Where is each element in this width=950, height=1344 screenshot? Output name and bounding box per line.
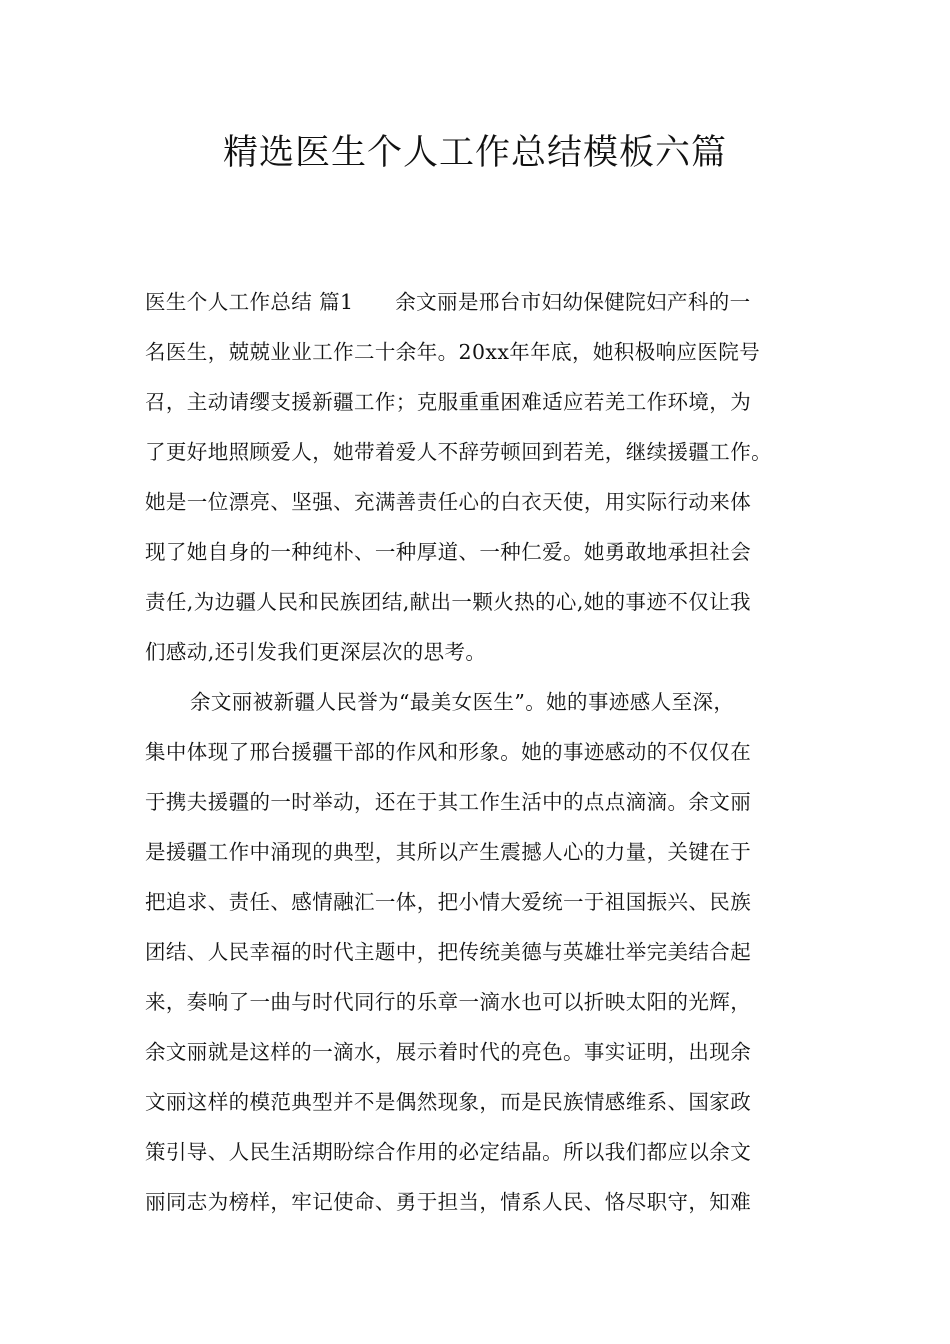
- paragraph-line: 她是一位漂亮、坚强、充满善责任心的白衣天使，用实际行动来体: [145, 490, 752, 514]
- paragraph-line: 医生个人工作总结 篇1 余文丽是邢台市妇幼保健院妇产科的一: [145, 290, 751, 314]
- paragraph-line: 策引导、人民生活期盼综合作用的必定结晶。所以我们都应以余文: [145, 1140, 752, 1164]
- paragraph-line: 把追求、责任、感情融汇一体，把小情大爱统一于祖国振兴、民族: [145, 890, 752, 914]
- paragraph-line: 现了她自身的一种纯朴、一种厚道、一种仁爱。她勇敢地承担社会: [145, 540, 752, 564]
- paragraph-line: 文丽这样的模范典型并不是偶然现象，而是民族情感维系、国家政: [145, 1090, 752, 1114]
- paragraph-line: 集中体现了邢台援疆干部的作风和形象。她的事迹感动的不仅仅在: [145, 740, 752, 764]
- paragraph-line: 是援疆工作中涌现的典型，其所以产生震撼人心的力量，关键在于: [145, 840, 752, 864]
- paragraph-line: 余文丽就是这样的一滴水，展示着时代的亮色。事实证明，出现余: [145, 1040, 752, 1064]
- paragraph-line: 团结、人民幸福的时代主题中，把传统美德与英雄壮举完美结合起: [145, 940, 752, 964]
- paragraph-line: 召，主动请缨支援新疆工作；克服重重困难适应若羌工作环境，为: [145, 390, 752, 414]
- paragraph-line: 丽同志为榜样，牢记使命、勇于担当，情系人民、恪尽职守，知难: [145, 1190, 752, 1214]
- paragraph-line: 于携夫援疆的一时举动，还在于其工作生活中的点点滴滴。余文丽: [145, 790, 752, 814]
- paragraph-line: 余文丽被新疆人民誉为“最美女医生”。她的事迹感人至深，: [190, 690, 735, 714]
- paragraph-line: 名医生，兢兢业业工作二十余年。20xx年年底，她积极响应医院号: [145, 340, 761, 364]
- document-title: 精选医生个人工作总结模板六篇: [222, 133, 727, 173]
- paragraph-line: 了更好地照顾爱人，她带着爱人不辞劳顿回到若羌，继续援疆工作。: [145, 440, 772, 464]
- paragraph-line: 责任,为边疆人民和民族团结,献出一颗火热的心,她的事迹不仅让我: [145, 590, 751, 614]
- paragraph-line: 来，奏响了一曲与时代同行的乐章一滴水也可以折映太阳的光辉，: [145, 990, 752, 1014]
- paragraph-line: 们感动,还引发我们更深层次的思考。: [145, 640, 487, 664]
